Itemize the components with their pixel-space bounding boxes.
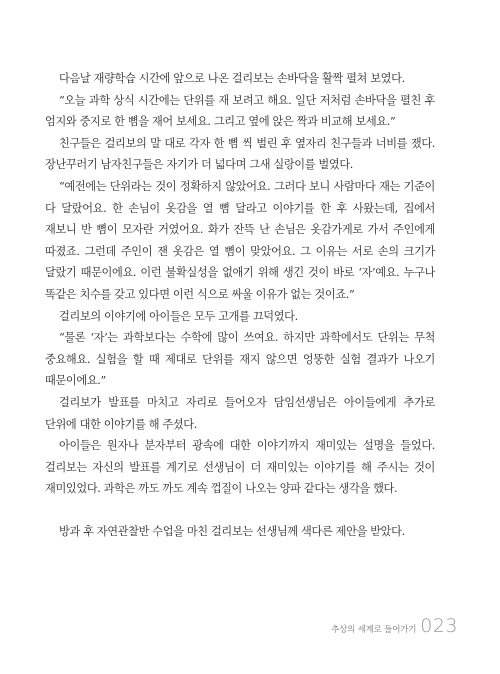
- paragraph-1: 다음날 재량학습 시간에 앞으로 나온 걸리보는 손바닥을 활짝 펼쳐 보였다.: [59, 72, 405, 85]
- page-footer: [331, 615, 458, 637]
- running-title: 추상의 세계로 들어가기: [331, 625, 417, 635]
- page-number: 023: [420, 615, 458, 637]
- paragraph-7: 걸리보가 발표를 마치고 자리로 들어오자 담임선생님은 아이들에게 추가로 단위에 대한 이야기를 해 주셨다.: [45, 395, 435, 431]
- body-text: [45, 68, 435, 542]
- paragraph-4: “예전에는 단위라는 것이 정확하지 않았어요. 그러다 보니 사람마다 재는 기준이 다 달랐어요. 한 손님이 옷감을 열 뼘 달라고 이야기를 한 후 사왔는데, 집에서 재보니 반 뼘이 모자란 거였어요. 화가 잔뜩 난 손님은 옷감가게로 가서 주인에게 따졌죠. 그런데 주인이 잰 옷감은 열 뼘이 맞았어요. 그 이유는 서로 손의 크기가 달랐기 때문이에요. 이런 불확실성을 없애기 위해 생긴 것이 바로 ‘자’예요. 누구나 똑같은 치수를 갖고 있다면 이런 식으로 싸울 이유가 없는 것이죠.”: [45, 179, 435, 301]
- paragraph-2: “오늘 과학 상식 시간에는 단위를 재 보려고 해요. 일단 저처럼 손바닥을 펼친 후 엄지와 중지로 한 뼘을 재어 보세요. 그리고 옆에 앉은 짝과 비교해 보세요.”: [45, 93, 435, 129]
- paragraph-6: “물론 ‘자’는 과학보다는 수학에 많이 쓰여요. 하지만 과학에서도 단위는 무척 중요해요. 실험을 할 때 제대로 단위를 재지 않으면 엉뚱한 실험 결과가 나오기 때문이에요.”: [45, 331, 435, 388]
- paragraph-9: 방과 후 자연관찰반 수업을 마친 걸리보는 선생님께 색다른 제안을 받았다.: [59, 524, 405, 538]
- paragraph-8: 아이들은 원자나 분자부터 광속에 대한 이야기까지 재미있는 설명을 들었다. 걸리보는 자신의 발표를 계기로 선생님이 더 재미있는 이야기를 해 주시는 것이 재미있었다. 과학은 까도 까도 계속 껍질이 나오는 양파 같다는 생각을 했다.: [45, 439, 435, 496]
- paragraph-3: 친구들은 걸리보의 말 대로 각자 한 뼘 씩 벌린 후 옆자리 친구들과 너비를 쟀다. 장난꾸러기 남자친구들은 자기가 더 넓다며 그새 실랑이를 벌였다.: [45, 136, 435, 172]
- paragraph-5: 걸리보의 이야기에 아이들은 모두 고개를 끄덕였다.: [59, 309, 298, 323]
